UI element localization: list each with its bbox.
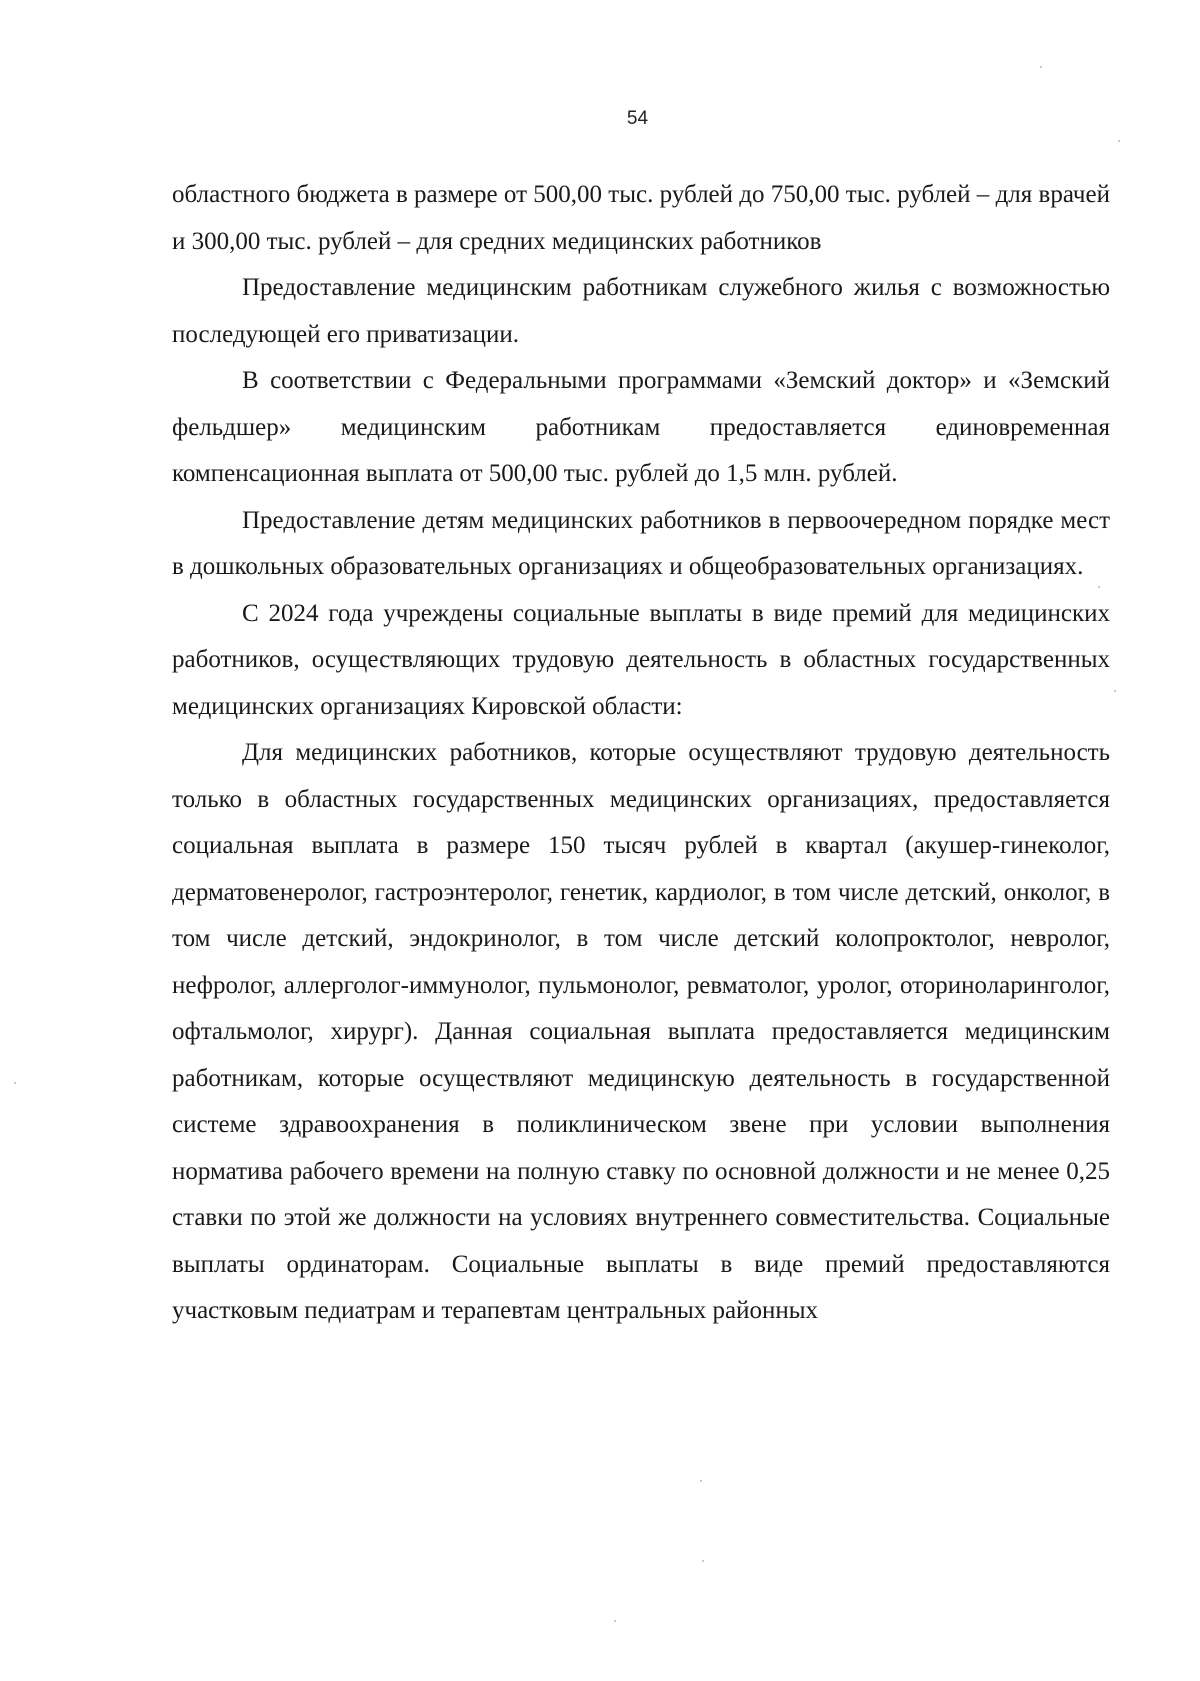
scan-speck bbox=[1098, 586, 1100, 588]
scan-speck bbox=[1114, 690, 1116, 692]
paragraph-specialists-payment: Для медицинских работников, которые осуществляют трудовую деятельность только в областных государственных медицинских организациях, предоставляется социальная выплата в размере 150 тысяч рублей в квартал (акушер-гинеколог, дерматовенеролог, гастроэнтеролог, генетик, кардиолог, в том числе детский, онколог, в том числе детский, эндокринолог, в том числе детский колопроктолог, невролог, нефролог, аллерголог-иммунолог, пульмонолог, ревматолог, уролог, оториноларинголог, офтальмолог, хирург). Данная социальная выплата предоставляется медицинским работникам, которые осуществляют медицинскую деятельность в государственной системе здравоохранения в поликлиническом звене при условии выполнения норматива рабочего времени на полную ставку по основной должности и не менее 0,25 ставки по этой же должности на условиях внутреннего совместительства. Социальные выплаты ординаторам. Социальные выплаты в виде премий предоставляются участковым педиатрам и терапевтам центральных районных bbox=[172, 739, 1110, 1324]
paragraph-housing: Предоставление медицинским работникам служебного жилья с возможностью последующей его приватизации. bbox=[172, 274, 1110, 348]
scan-speck bbox=[1040, 66, 1042, 68]
scan-speck bbox=[702, 1560, 704, 1562]
paragraph-kindergarten: Предоставление детям медицинских работников в первоочередном порядке мест в дошкольных образовательных организациях и общеобразовательных организациях. bbox=[172, 506, 1110, 580]
paragraph-zemsky-programs: В соответствии с Федеральными программами «Земский доктор» и «Земский фельдшер» медицинским работникам предоставляется единовременная компенсационная выплата от 500,00 тыс. рублей до 1,5 млн. рублей. bbox=[172, 367, 1110, 487]
paragraph-budget-continuation: областного бюджета в размере от 500,00 тыс. рублей до 750,00 тыс. рублей – для врачей и 300,00 тыс. рублей – для средних медицинских работников bbox=[172, 181, 1110, 255]
scan-speck bbox=[14, 1082, 16, 1084]
paragraph-2024-payments: С 2024 года учреждены социальные выплаты в виде премий для медицинских работников, осуществляющих трудовую деятельность в областных государственных медицинских организациях Кировской области: bbox=[172, 599, 1110, 720]
page-number: 54 bbox=[626, 108, 649, 129]
scan-speck bbox=[1118, 140, 1120, 142]
scan-speck bbox=[700, 1480, 702, 1482]
body-text bbox=[172, 172, 1110, 1335]
scan-speck bbox=[614, 1620, 616, 1622]
